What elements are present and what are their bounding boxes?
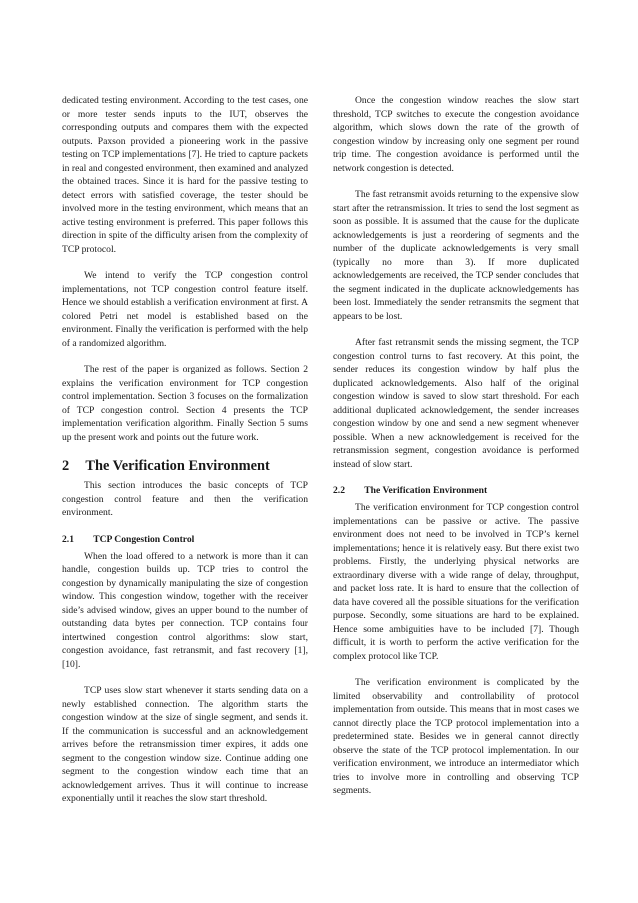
left-column [62,94,308,819]
paragraph: The rest of the paper is organized as follows. Section 2 explains the verification environment for TCP congestion control implementation. Section 3 focuses on the formalization of TCP congestion control. Section 4 presents the TCP implementation verification algorithm. Finally Section 5 sums up the present work and points out the future work. [62,364,308,443]
paragraph: We intend to verify the TCP congestion control implementations, not TCP congestion control feature itself. Hence we should establish a verification environment at first. A colored Petri net model is established based on the environment. Finally the verification is performed with the help of a randomized algorithm. [62,270,308,349]
paragraph: The verification environment is complicated by the limited observability and controllability of protocol implementation from outside. This means that in most cases we cannot directly place the TCP protocol implementation into a predetermined state. Besides we in general cannot directly observe the state of the TCP protocol implementation. In our verification environment, we introduce an intermediator which tries to involve more in controlling and observing TCP segments. [333,677,579,796]
subsection-number: 2.2 [333,485,345,496]
section-heading [62,457,308,475]
paragraph: dedicated testing environment. According to the test cases, one or more tester sends inputs to the IUT, observes the corresponding outputs and compares them with the expected outputs. Paxson provided a pioneering work in the passive testing on TCP implementations [7]. He tried to capture packets in real and congested environment, then examined and analyzed the obtained traces. Since it is hard for the passive testing to detect errors with satisfied coverage, the tester should be involved more in the testing environment, which means that an active testing environment is preferred. This paper follows this direction in spite of the difficulty arisen from the complexity of TCP protocol. [62,95,308,255]
paragraph: The verification environment for TCP congestion control implementations can be passive or active. The passive environment does not need to be involved in TCP’s kernel implementations; hence it is relatively easy. But there exist two problems. Firstly, the underlying physical networks are extraordinary diverse with a wide range of delay, throughput, and packet loss rate. It is hard to ensure that the collection of data have covered all the possible situations for the verification purpose. Secondly, some situations are hard to be explained. Hence some ambiguities have to be included [7]. Though difficult, it is worth to perform the active verification for the complex protocol like TCP. [333,502,579,662]
subsection-number: 2.1 [62,533,74,545]
paragraph: When the load offered to a network is more than it can handle, congestion builds up. TCP tries to control the congestion by dynamically manipulating the size of congestion window. This congestion window, together with the receiver side’s advised window, gives an upper bound to the number of outstanding data bytes per connection. TCP contains four intertwined congestion control algorithms: slow start, congestion avoidance, fast retransmit, and fast recovery [1], [10]. [62,550,308,670]
subsection-title: TCP Congestion Control [93,533,195,545]
section-title: The Verification Environment [85,458,270,474]
paragraph: After fast retransmit sends the missing segment, the TCP congestion control turns to fast recovery. At this point, the sender reduces its congestion window by half plus the duplicated acknowledgements. Also half of the original congestion window is saved to slow start threshold. For each additional duplicated acknowledgement, the sender increases congestion window by one and send a new segment whenever possible. When a new acknowledgement is received for the retransmission segment, congestion avoidance is performed instead of slow start. [333,337,579,470]
subsection-heading [62,533,308,546]
subsection-title: The Verification Environment [364,485,488,496]
section-number: 2 [62,458,70,474]
subsection-heading [333,484,579,497]
right-column [333,94,579,811]
paragraph: The fast retransmit avoids returning to the expensive slow start after the retransmission. It tries to send the lost segment as soon as possible. It is assumed that the cause for the duplicate acknowledgements is just a reordering of segments and the number of the duplicate acknowledgements is very small (typically no more than 3). If more duplicated acknowledgements are received, the TCP sender concludes that the segment indicated in the duplicate acknowledgements has been lost. Immediately the sender retransmits the segment that appears to be lost. [333,189,579,322]
paragraph: TCP uses slow start whenever it starts sending data on a newly established connection. The algorithm starts the congestion window at the size of single segment, and sends it. If the communication is successful and an acknowledgement arrives before the retransmission timer expires, it adds one segment to the congestion window size. Continue adding one segment to the congestion window each time that an acknowledgement arrives. Thus it will continue to increase exponentially until it reaches the slow start threshold. [62,685,308,804]
paragraph: This section introduces the basic concepts of TCP congestion control feature and then the verification environment. [62,480,308,518]
paragraph: Once the congestion window reaches the slow start threshold, TCP switches to execute the congestion avoidance algorithm, which slows down the rate of the growth of congestion window by increasing only one segment per round trip time. The congestion avoidance is performed until the network congestion is detected. [333,95,579,174]
